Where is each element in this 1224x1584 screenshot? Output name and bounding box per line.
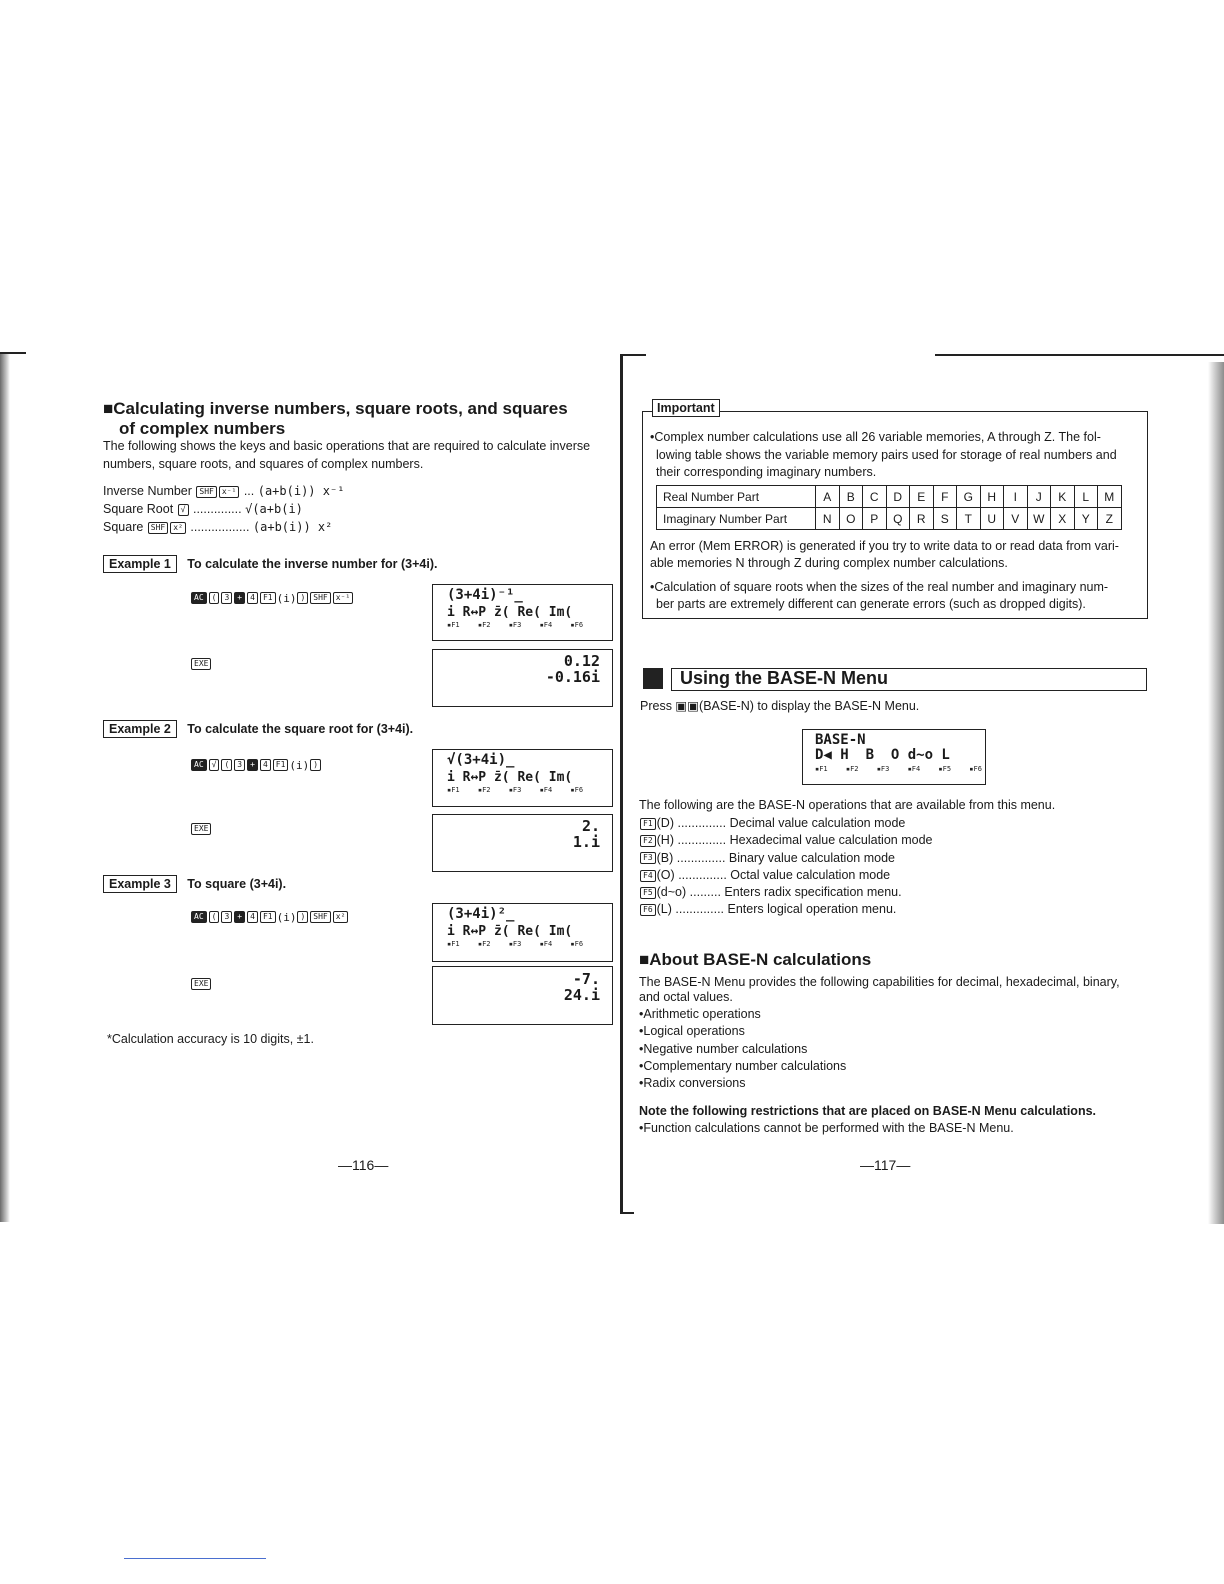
table-row (657, 508, 1122, 530)
key-sequence: √(a+b(i) (245, 502, 303, 516)
screen-menu: i R↔P z̄( Re( Im( (447, 605, 573, 620)
result-real: 2. (581, 817, 600, 835)
important-text: ber parts are extremely different can generate errors (such as dropped digits). (656, 597, 1086, 611)
sqrt-key-icon: √ (178, 504, 189, 516)
x-squared-key-icon: x² (170, 522, 186, 534)
operation-label: Square Root (103, 502, 174, 516)
list-item: •Arithmetic operations (639, 1007, 761, 1021)
about-text: and octal values. (639, 990, 733, 1004)
table-cell: C (863, 486, 887, 508)
table-cell: R (910, 508, 934, 530)
result-screen (432, 814, 613, 872)
table-cell: O (839, 508, 863, 530)
list-item: •Radix conversions (639, 1076, 746, 1091)
x-inverse-key-icon: x⁻¹ (333, 592, 353, 604)
example-title: To calculate the inverse number for (3+4i). (187, 557, 438, 571)
op-code: (D) (656, 816, 674, 830)
crop-mark (620, 1212, 634, 1214)
list-item: •Negative number calculations (639, 1041, 808, 1056)
important-text: •Calculation of square roots when the sizes of the real number and imaginary num- (650, 580, 1109, 594)
table-cell: W (1027, 508, 1051, 530)
table-row-label: Real Number Part (657, 486, 816, 508)
operation-label: Square (103, 520, 144, 534)
important-text: An error (Mem ERROR) is generated if you try to write data to or read data from vari- (650, 539, 1119, 553)
op-description: Octal value calculation mode (730, 867, 891, 882)
op-code: (B) (656, 850, 674, 865)
f1-key-icon: F1 (260, 592, 276, 604)
op-description: Binary value calculation mode (728, 850, 895, 865)
operation-row (103, 501, 423, 519)
list-item (639, 884, 932, 901)
operations-intro: The following are the BASE-N operations that are available from this menu. (639, 798, 1056, 812)
function-key-row: ▪F1 ▪F2 ▪F3 ▪F4 ▪F6 (447, 786, 584, 794)
table-cell: U (980, 508, 1004, 530)
restriction-note: Note the following restrictions that are placed on BASE-N Menu calculations. (639, 1104, 1097, 1118)
list-item (639, 867, 932, 884)
close-paren-key-icon: ) (310, 759, 321, 771)
crop-mark (620, 354, 646, 356)
four-key-icon: 4 (247, 911, 258, 923)
open-paren-key-icon: ( (209, 911, 220, 923)
op-code: (O) (656, 867, 675, 882)
i-symbol: (i) (289, 759, 310, 772)
result-imaginary: 24.i (563, 986, 600, 1004)
leader-dots: .............. (676, 850, 726, 865)
sqrt-key-icon: √ (209, 759, 220, 771)
four-key-icon: 4 (247, 592, 258, 604)
screen-menu: i R↔P z̄( Re( Im( (447, 770, 573, 785)
exe-key-icon: EXE (190, 655, 212, 673)
list-item (639, 832, 932, 849)
table-cell: X (1051, 508, 1075, 530)
table-cell: Y (1074, 508, 1098, 530)
plus-key-icon: + (234, 592, 245, 604)
example-label: Example 3 (103, 875, 177, 893)
ac-key-icon: AC (191, 592, 207, 604)
important-label: Important (652, 399, 720, 417)
basen-screen (802, 729, 986, 785)
operation-row (103, 519, 423, 537)
table-cell: V (1004, 508, 1028, 530)
example-title: To square (3+4i). (187, 877, 287, 891)
f2-key-icon: F2 (640, 835, 656, 847)
table-row (657, 486, 1122, 508)
table-cell: P (863, 508, 887, 530)
leader-dots: .............. (677, 816, 727, 830)
function-key-row: ▪F1 ▪F2 ▪F3 ▪F4 ▪F6 (447, 940, 584, 948)
screen-input: (3+4i)⁻¹_ (447, 587, 523, 603)
section-marker (643, 668, 663, 689)
example-title: To calculate the square root for (3+4i). (187, 722, 414, 736)
key-sequence: (a+b(i)) x² (252, 520, 333, 534)
table-cell: N (816, 508, 840, 530)
table-cell: Q (886, 508, 910, 530)
section-heading: ■Calculating inverse numbers, square roots, and squares (103, 399, 568, 418)
key-sequence: (a+b(i)) x⁻¹ (257, 484, 345, 498)
result-real: -7. (572, 970, 600, 988)
table-cell: G (957, 486, 981, 508)
table-cell: L (1074, 486, 1098, 508)
leader-dots: .............. (675, 902, 725, 917)
open-paren-key-icon: ( (221, 759, 232, 771)
important-text: able memories N through Z during complex number calculations. (650, 556, 1008, 570)
calculator-screen (432, 749, 613, 807)
f3-key-icon: F3 (640, 852, 656, 864)
f1-key-icon: F1 (640, 818, 656, 830)
exe-key-icon: EXE (190, 975, 212, 993)
result-real: 0.12 (563, 652, 600, 670)
scan-edge-right (1208, 362, 1224, 1224)
screen-input: (3+4i)²_ (447, 906, 515, 922)
f4-key-icon: F4 (640, 870, 656, 882)
x-inverse-key-icon: x⁻¹ (219, 486, 239, 498)
three-key-icon: 3 (221, 592, 232, 604)
result-screen (432, 649, 613, 707)
operation-row (103, 483, 423, 501)
f1-key-icon: F1 (273, 759, 289, 771)
basen-operations-list (639, 815, 932, 919)
operation-label: Inverse Number (103, 484, 192, 498)
memory-table (656, 485, 1122, 530)
op-description: Enters radix specification menu. (724, 885, 902, 900)
screen-menu: i R↔P z̄( Re( Im( (447, 924, 573, 939)
plus-key-icon: + (234, 911, 245, 923)
crop-mark (935, 354, 1224, 356)
table-cell: Z (1098, 508, 1122, 530)
table-cell: M (1098, 486, 1122, 508)
important-text: •Complex number calculations use all 26 variable memories, A through Z. The fol- (650, 430, 1101, 444)
op-code: (H) (656, 833, 674, 848)
scan-edge-left (0, 352, 10, 1222)
function-key-row: ▪F1 ▪F2 ▪F3 ▪F4 ▪F5 ▪F6 (815, 765, 982, 773)
key-sequence (190, 908, 349, 926)
leader-dots: .............. (677, 833, 727, 848)
op-code: (L) (656, 902, 672, 917)
table-cell: J (1027, 486, 1051, 508)
page-number: —116— (338, 1157, 389, 1173)
example-label: Example 1 (103, 555, 177, 573)
section-heading-cont: of complex numbers (119, 419, 286, 438)
four-key-icon: 4 (260, 759, 271, 771)
example-header (103, 720, 413, 738)
footnote: *Calculation accuracy is 10 digits, ±1. (107, 1032, 314, 1046)
restriction-item: •Function calculations cannot be performed with the BASE-N Menu. (639, 1121, 1014, 1135)
f6-key-icon: F6 (640, 904, 656, 916)
shift-key-icon: SHF (310, 592, 330, 604)
table-cell: F (933, 486, 957, 508)
key-sequence (190, 756, 322, 774)
calculator-screen (432, 903, 613, 962)
list-item (639, 901, 932, 918)
example-header (103, 875, 286, 893)
table-cell: E (910, 486, 934, 508)
shift-key-icon: SHF (310, 911, 330, 923)
press-instruction: Press ▣▣(BASE-N) to display the BASE-N Menu. (640, 699, 920, 713)
list-item: •Complementary number calculations (639, 1058, 847, 1073)
example-label: Example 2 (103, 720, 177, 738)
leader-dots: ... (243, 484, 255, 498)
example-header (103, 555, 438, 573)
intro-text: The following shows the keys and basic operations that are required to calculate inverse (103, 439, 591, 453)
key-sequence (190, 589, 354, 607)
plus-key-icon: + (247, 759, 258, 771)
scan-line (124, 1558, 266, 1559)
page-number: —117— (860, 1157, 911, 1173)
table-cell: T (957, 508, 981, 530)
op-description: Decimal value calculation mode (729, 816, 906, 830)
table-cell: B (839, 486, 863, 508)
list-item: •Logical operations (639, 1024, 745, 1039)
table-cell: I (1004, 486, 1028, 508)
table-cell: H (980, 486, 1004, 508)
f5-key-icon: F5 (640, 887, 656, 899)
crop-mark (0, 352, 26, 354)
table-cell: S (933, 508, 957, 530)
result-imaginary: 1.i (572, 833, 600, 851)
close-paren-key-icon: ) (297, 592, 308, 604)
result-screen (432, 966, 613, 1025)
important-text: lowing table shows the variable memory pairs used for storage of real numbers and (656, 448, 1117, 462)
shift-key-icon: SHF (148, 522, 168, 534)
op-description: Enters logical operation menu. (727, 902, 897, 917)
leader-dots: .............. (192, 502, 242, 516)
ac-key-icon: AC (191, 911, 207, 923)
subsection-heading: ■About BASE-N calculations (639, 950, 872, 969)
op-description: Hexadecimal value calculation mode (729, 833, 933, 848)
i-symbol: (i) (276, 911, 297, 924)
screen-menu: D◀ H B O d~o L (815, 747, 950, 763)
table-row-label: Imaginary Number Part (657, 508, 816, 530)
exe-key-icon: EXE (190, 820, 212, 838)
close-paren-key-icon: ) (297, 911, 308, 923)
operations-list (103, 483, 423, 537)
section-title: Using the BASE-N Menu (680, 668, 889, 688)
open-paren-key-icon: ( (209, 592, 220, 604)
page-gutter (620, 354, 623, 1214)
capabilities-list (639, 1006, 846, 1092)
f1-key-icon: F1 (260, 911, 276, 923)
calculator-screen (432, 584, 613, 641)
shift-key-icon: SHF (196, 486, 216, 498)
table-cell: A (816, 486, 840, 508)
three-key-icon: 3 (221, 911, 232, 923)
leader-dots: .............. (678, 867, 727, 882)
leader-dots: ......... (689, 885, 721, 900)
function-key-row: ▪F1 ▪F2 ▪F3 ▪F4 ▪F6 (447, 621, 584, 629)
section-title-box (671, 668, 1147, 691)
leader-dots: ................. (190, 520, 250, 534)
list-item (639, 850, 932, 867)
result-imaginary: -0.16i (545, 668, 600, 686)
important-text: their corresponding imaginary numbers. (656, 465, 877, 479)
about-text: The BASE-N Menu provides the following capabilities for decimal, hexadecimal, binary, (639, 975, 1120, 989)
three-key-icon: 3 (234, 759, 245, 771)
table-cell: D (886, 486, 910, 508)
i-symbol: (i) (276, 592, 297, 605)
screen-title: BASE-N (815, 732, 866, 748)
list-item (639, 815, 932, 832)
ac-key-icon: AC (191, 759, 207, 771)
op-code: (d~o) (656, 885, 687, 900)
intro-text: numbers, square roots, and squares of complex numbers. (103, 457, 424, 471)
screen-input: √(3+4i)_ (447, 752, 515, 768)
table-cell: K (1051, 486, 1075, 508)
x-squared-key-icon: x² (333, 911, 349, 923)
